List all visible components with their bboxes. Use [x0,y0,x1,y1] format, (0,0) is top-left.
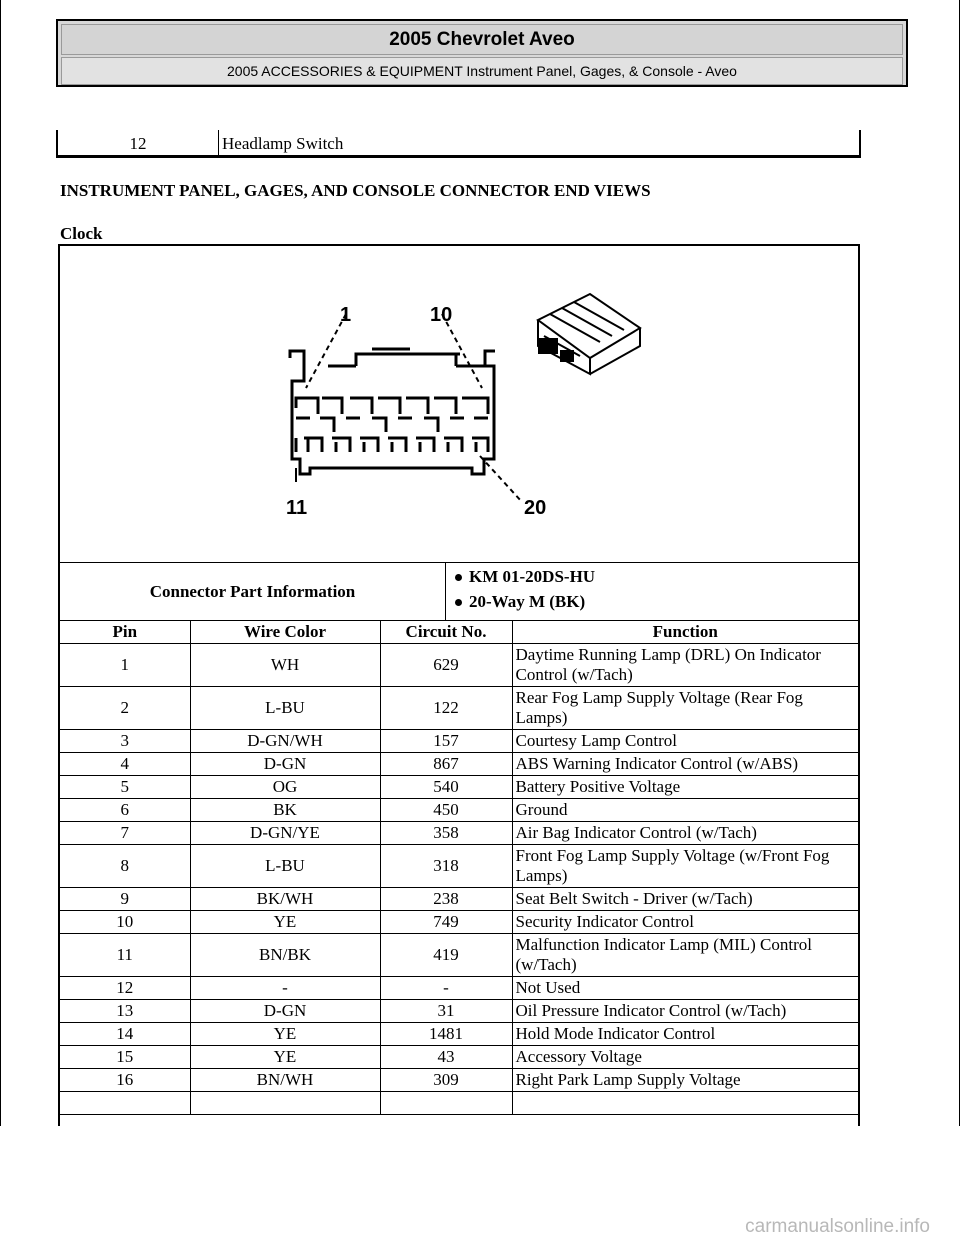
wire-color-cell: YE [190,911,380,934]
circuit-cell: 419 [380,934,512,977]
table-row-continued [60,1092,858,1115]
circuit-cell: 309 [380,1069,512,1092]
function-cell: Air Bag Indicator Control (w/Tach) [512,822,858,845]
pin-cell: 1 [60,644,190,687]
connector-part-info-row [60,563,858,621]
table-row [60,1023,858,1046]
connector-title: Clock [60,224,103,243]
connector-diagram-cell [60,246,858,563]
diagram-label-1: 1 [340,304,352,326]
empty-cell [60,1092,190,1115]
continuation-row [56,130,861,158]
diagram-label-20: 20 [524,497,547,519]
circuit-cell: 450 [380,799,512,822]
circuit-cell: 43 [380,1046,512,1069]
function-cell: Malfunction Indicator Lamp (MIL) Control (w/Tach) [512,934,858,977]
table-row [60,1000,858,1023]
function-cell: Battery Positive Voltage [512,776,858,799]
circuit-cell: 318 [380,845,512,888]
document-header [56,19,908,87]
circuit-cell: 867 [380,753,512,776]
connector-type: 20-Way M (BK) [446,588,595,613]
table-row [60,687,858,730]
function-cell: Accessory Voltage [512,1046,858,1069]
table-row [60,888,858,911]
circuit-cell: - [380,977,512,1000]
diagram-label-11: 11 [286,497,308,519]
pin-cell: 5 [60,776,190,799]
function-cell: ABS Warning Indicator Control (w/ABS) [512,753,858,776]
circuit-cell: 31 [380,1000,512,1023]
diagram-label-10: 10 [430,304,453,326]
wire-color-cell: D-GN/YE [190,822,380,845]
pin-cell: 6 [60,799,190,822]
wire-color-cell: D-GN/WH [190,730,380,753]
pin-cell: 12 [60,977,190,1000]
function-cell: Daytime Running Lamp (DRL) On Indicator Control (w/Tach) [512,644,858,687]
connector-part-info-list [446,563,595,613]
circuit-column-header: Circuit No. [380,621,512,644]
function-cell: Ground [512,799,858,822]
wire-color-cell: BK [190,799,380,822]
connector-table [58,244,860,1126]
pin-table [60,621,858,1115]
pin-cell: 14 [60,1023,190,1046]
wire-color-cell: L-BU [190,687,380,730]
pin-cell: 16 [60,1069,190,1092]
wire-color-cell: BK/WH [190,888,380,911]
circuit-cell: 749 [380,911,512,934]
circuit-cell: 157 [380,730,512,753]
pin-cell: 11 [60,934,190,977]
table-row [60,753,858,776]
document-subtitle: 2005 ACCESSORIES & EQUIPMENT Instrument Panel, Gages, & Console - Aveo [61,57,903,85]
pin-cell: 2 [60,687,190,730]
pin-table-body [60,644,858,1115]
pin-cell: 8 [60,845,190,888]
pin-cell: 10 [60,911,190,934]
wire-color-cell: YE [190,1046,380,1069]
wire-color-cell: - [190,977,380,1000]
connector-part-number: KM 01-20DS-HU [446,563,595,588]
table-row [60,977,858,1000]
table-row [60,934,858,977]
pin-cell: 3 [60,730,190,753]
circuit-cell: 122 [380,687,512,730]
function-cell: Oil Pressure Indicator Control (w/Tach) [512,1000,858,1023]
wire-color-cell: YE [190,1023,380,1046]
wire-color-column-header: Wire Color [190,621,380,644]
table-row [60,822,858,845]
table-row [60,845,858,888]
wire-color-cell: BN/BK [190,934,380,977]
pin-cell: 9 [60,888,190,911]
function-cell: Seat Belt Switch - Driver (w/Tach) [512,888,858,911]
connector-end-view-diagram [60,246,858,562]
wire-color-cell: D-GN [190,753,380,776]
function-cell: Security Indicator Control [512,911,858,934]
circuit-cell: 238 [380,888,512,911]
pin-cell: 13 [60,1000,190,1023]
wire-color-cell: WH [190,644,380,687]
continuation-pin: 12 [58,130,219,155]
table-row [60,799,858,822]
wire-color-cell: BN/WH [190,1069,380,1092]
watermark: carmanualsonline.info [745,1216,930,1237]
continuation-function: Headlamp Switch [222,134,344,153]
pin-cell: 7 [60,822,190,845]
table-row [60,1046,858,1069]
document-title: 2005 Chevrolet Aveo [61,24,903,55]
circuit-cell: 1481 [380,1023,512,1046]
page-border-left [0,0,1,1126]
table-row [60,911,858,934]
circuit-cell: 629 [380,644,512,687]
section-heading: INSTRUMENT PANEL, GAGES, AND CONSOLE CONNECTOR END VIEWS [60,181,651,200]
function-cell: Hold Mode Indicator Control [512,1023,858,1046]
function-cell: Not Used [512,977,858,1000]
table-row [60,1069,858,1092]
function-cell: Rear Fog Lamp Supply Voltage (Rear Fog Lamps) [512,687,858,730]
empty-cell [380,1092,512,1115]
empty-cell [512,1092,858,1115]
function-cell: Right Park Lamp Supply Voltage [512,1069,858,1092]
pin-column-header: Pin [60,621,190,644]
function-cell: Courtesy Lamp Control [512,730,858,753]
empty-cell [190,1092,380,1115]
wire-color-cell: L-BU [190,845,380,888]
pin-cell: 15 [60,1046,190,1069]
circuit-cell: 540 [380,776,512,799]
wire-color-cell: D-GN [190,1000,380,1023]
table-row [60,776,858,799]
pin-cell: 4 [60,753,190,776]
table-row [60,644,858,687]
wire-color-cell: OG [190,776,380,799]
function-column-header: Function [512,621,858,644]
circuit-cell: 358 [380,822,512,845]
function-cell: Front Fog Lamp Supply Voltage (w/Front Fog Lamps) [512,845,858,888]
table-row [60,730,858,753]
connector-part-info-label: Connector Part Information [60,563,446,620]
